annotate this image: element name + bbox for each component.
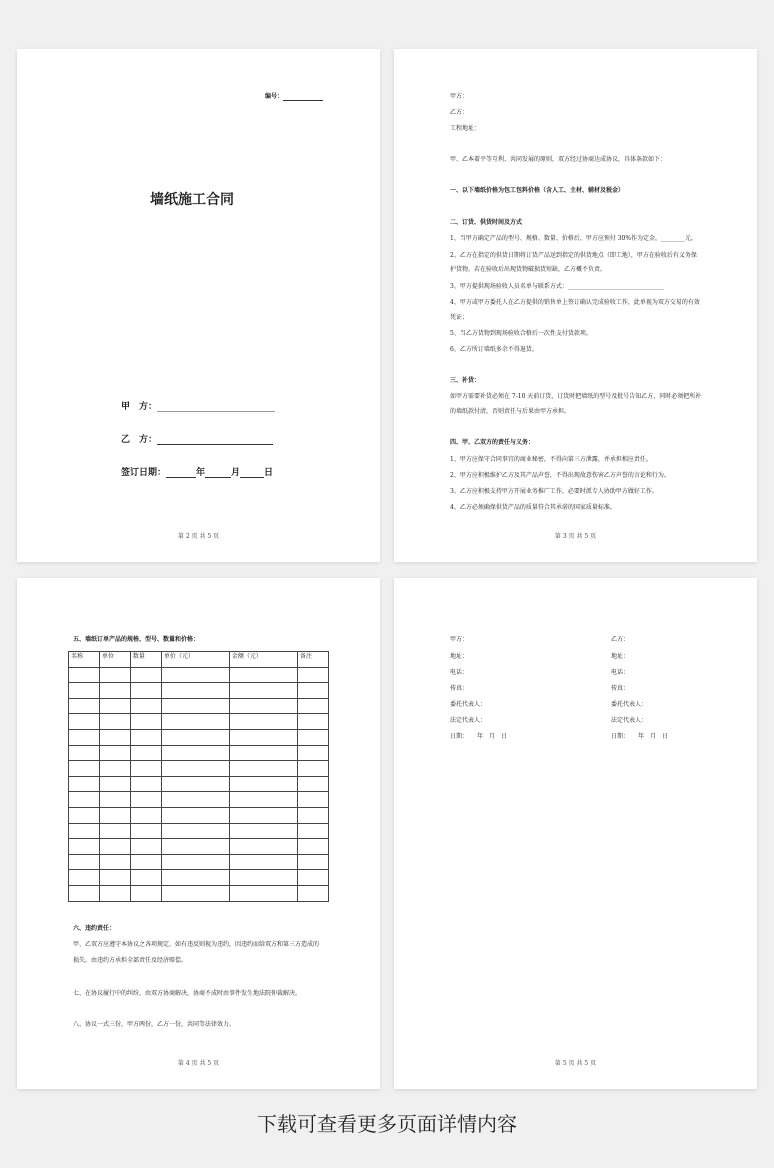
party-b-phone-label: 电话： (611, 669, 630, 676)
table-cell (229, 792, 297, 808)
table-cell (130, 807, 161, 823)
table-row (69, 667, 329, 683)
table-cell (161, 839, 229, 855)
contract-page-2 (17, 49, 380, 562)
table-cell (130, 761, 161, 777)
table-row (69, 714, 329, 730)
table-row (69, 776, 329, 792)
table-cell (229, 667, 297, 683)
clause-2-3: 3、甲方提供现场验收人员名单与联系方式：________________________________ (450, 283, 664, 290)
section-6-title: 六、违约责任： (73, 925, 116, 932)
party-b-field (121, 432, 273, 445)
table-cell (229, 698, 297, 714)
table-cell (69, 792, 100, 808)
clause-4-3: 3、乙方应积极支持甲方开展业务推广工作，必要时派专人协助甲方做好工作。 (450, 488, 658, 495)
table-row (69, 683, 329, 699)
table-cell (297, 667, 328, 683)
table-row (69, 885, 329, 901)
table-cell (161, 885, 229, 901)
table-cell (297, 854, 328, 870)
section-4-title: 四、甲、乙双方的责任与义务： (450, 439, 535, 446)
table-cell (130, 885, 161, 901)
table-cell (297, 761, 328, 777)
table-header-row (69, 652, 329, 668)
table-row (69, 761, 329, 777)
section-6-text: 甲、乙双方应遵守本协议之各项规定，如有违反则视为违约，因违约而给双方和第三方造成的 (73, 941, 320, 948)
clause-4-2: 2、甲方应积极维护乙方及其产品声誉，不得出现故意伤害乙方声誉的言论和行为。 (450, 472, 670, 479)
intro-paragraph: 甲、乙本着平等互利、共同发展的原则，双方经过协商达成协议，具体条款如下： (450, 156, 667, 163)
table-cell (130, 683, 161, 699)
year-blank (166, 469, 196, 478)
table-cell (161, 683, 229, 699)
table-cell (297, 714, 328, 730)
table-row (69, 745, 329, 761)
contract-number-label: 编号： (265, 93, 284, 100)
table-cell (130, 714, 161, 730)
table-cell (130, 698, 161, 714)
section-3-text-cont: 的墙纸款付清，否则责任与后果由甲方承担。 (450, 408, 571, 415)
table-row (69, 792, 329, 808)
table-cell (229, 839, 297, 855)
table-cell (161, 823, 229, 839)
contract-page-4 (17, 578, 380, 1089)
table-cell (99, 714, 130, 730)
table-row (69, 729, 329, 745)
contract-page-5 (394, 578, 757, 1089)
table-cell (69, 761, 100, 777)
table-cell (69, 698, 100, 714)
download-more-caption[interactable]: 下载可查看更多页面详情内容 (257, 1112, 517, 1136)
clause-2-2-cont: 护货物，若在验收后出现货物破损货短缺，乙方概不负责。 (450, 266, 607, 273)
table-cell (161, 729, 229, 745)
table-cell (297, 839, 328, 855)
day-blank (240, 469, 264, 478)
table-cell (99, 667, 130, 683)
table-cell (161, 807, 229, 823)
section-7-text: 七、在协议履行中的纠纷，由双方协商解决，协商不成时由事件发生地法院仲裁解决。 (73, 990, 302, 997)
table-cell (297, 792, 328, 808)
table-cell (229, 714, 297, 730)
clause-2-1: 1、当甲方确定产品的型号、规格、数量、价格后，甲方应预付 30%作为定金，________元。 (450, 235, 698, 242)
table-header-cell: 单位 (99, 652, 130, 668)
table-row (69, 807, 329, 823)
table-cell (99, 792, 130, 808)
line-party-b: 乙方： (450, 109, 469, 116)
party-b-blank (157, 436, 273, 445)
table-cell (69, 683, 100, 699)
section-8-text: 八、协议一式三份，甲方两份，乙方一份，共同等法律效力。 (73, 1021, 236, 1028)
party-a-sign-label: 甲方： (450, 636, 469, 643)
section-3-text: 如甲方需要补货必须在 7-10 天前订货，订货时把墙纸的型号及批号告知乙方，同时必须把所补 (450, 393, 702, 400)
page-title: 墙纸施工合同 (150, 192, 234, 208)
table-cell (161, 870, 229, 886)
table-cell (69, 729, 100, 745)
clause-2-4-cont: 凭证； (450, 314, 469, 321)
section-6-text-cont: 损失，由违约方承担全部责任及经济赔偿。 (73, 957, 188, 964)
contract-number-blank (283, 94, 323, 101)
party-b-sign-label: 乙方： (611, 636, 630, 643)
table-header-cell: 单价（元） (161, 652, 229, 668)
table-cell (69, 854, 100, 870)
table-cell (69, 839, 100, 855)
table-cell (69, 807, 100, 823)
table-cell (69, 667, 100, 683)
table-cell (161, 745, 229, 761)
table-cell (69, 885, 100, 901)
table-cell (161, 698, 229, 714)
table-row (69, 870, 329, 886)
clause-2-6: 6、乙方所订墙纸多余不得退货。 (450, 346, 538, 353)
table-cell (69, 745, 100, 761)
table-cell (229, 761, 297, 777)
table-cell (229, 745, 297, 761)
table-cell (297, 698, 328, 714)
table-cell (99, 698, 130, 714)
table-cell (161, 714, 229, 730)
table-cell (69, 870, 100, 886)
table-cell (297, 729, 328, 745)
party-a-label: 甲 方： (121, 402, 158, 412)
party-a-blank (157, 403, 275, 412)
table-cell (229, 729, 297, 745)
sign-date-label: 签订日期： (121, 468, 167, 478)
clause-4-1: 1、甲方应保守合同事宜的商业秘密，不得向第三方泄露，并承担相应责任。 (450, 456, 652, 463)
table-cell (99, 839, 130, 855)
product-table (68, 651, 329, 902)
table-cell (229, 683, 297, 699)
party-b-fax-label: 传真： (611, 685, 630, 692)
table-header-cell: 名称 (69, 652, 100, 668)
table-cell (99, 776, 130, 792)
table-cell (297, 745, 328, 761)
month-label: 月 (231, 468, 241, 478)
page-footer: 第 2 页 共 5 页 (177, 533, 220, 540)
month-blank (205, 469, 231, 478)
table-cell (130, 729, 161, 745)
table-cell (99, 683, 130, 699)
table-cell (229, 885, 297, 901)
table-cell (130, 776, 161, 792)
table-cell (297, 870, 328, 886)
table-cell (130, 823, 161, 839)
line-party-a: 甲方： (450, 93, 469, 100)
table-cell (130, 839, 161, 855)
page-footer: 第 5 页 共 5 页 (554, 1060, 597, 1067)
table-cell (99, 870, 130, 886)
contract-number-field (265, 93, 323, 101)
clause-2-4: 4、甲方或甲方委托人在乙方提供的销售单上签订确认完成验收工作，此单视为双方交易的有效 (450, 299, 700, 306)
table-cell (297, 885, 328, 901)
table-cell (99, 823, 130, 839)
table-cell (229, 870, 297, 886)
table-cell (161, 854, 229, 870)
table-header-cell: 数量 (130, 652, 161, 668)
table-cell (99, 745, 130, 761)
table-cell (69, 776, 100, 792)
party-a-agent-label: 委托代表人： (450, 701, 487, 708)
table-cell (99, 761, 130, 777)
table-row (69, 698, 329, 714)
party-b-legal-rep-label: 法定代表人： (611, 717, 648, 724)
table-cell (297, 807, 328, 823)
contract-page-3 (394, 49, 757, 562)
section-3-title: 三、补货： (450, 377, 481, 384)
table-cell (130, 667, 161, 683)
clause-2-2: 2、乙方在指定的供货日期将订货产品送到指定的供货地点（即工地），甲方在验收后有义务保 (450, 252, 697, 259)
page-footer: 第 3 页 共 5 页 (554, 533, 597, 540)
table-cell (297, 683, 328, 699)
table-cell (130, 792, 161, 808)
party-a-phone-label: 电话： (450, 669, 469, 676)
clause-2-5: 5、当乙方货物到现场验收合格后一次性支付货款项。 (450, 330, 592, 337)
table-cell (297, 776, 328, 792)
table-cell (229, 823, 297, 839)
table-cell (229, 854, 297, 870)
day-label: 日 (264, 468, 274, 478)
table-row (69, 839, 329, 855)
table-header-cell: 金额（元） (229, 652, 297, 668)
party-a-fax-label: 传真： (450, 685, 469, 692)
section-2-title: 二、订货、供货时间及方式 (450, 219, 523, 226)
table-cell (161, 761, 229, 777)
table-cell (99, 729, 130, 745)
table-row (69, 854, 329, 870)
table-cell (161, 667, 229, 683)
table-cell (99, 807, 130, 823)
table-cell (69, 823, 100, 839)
table-cell (99, 885, 130, 901)
party-a-field (121, 399, 275, 412)
table-row (69, 823, 329, 839)
table-cell (161, 776, 229, 792)
table-cell (130, 870, 161, 886)
table-cell (161, 792, 229, 808)
page-footer: 第 4 页 共 5 页 (177, 1060, 220, 1067)
clause-4-4: 4、乙方必须确保供货产品的质量符合其承诺的国家质量标准。 (450, 504, 616, 511)
table-cell (229, 776, 297, 792)
table-cell (130, 745, 161, 761)
year-label: 年 (196, 468, 206, 478)
table-cell (297, 823, 328, 839)
table-cell (99, 854, 130, 870)
section-1-title: 一、以下墙纸价格为包工包料价格（含人工、主材、辅材及税金） (450, 187, 625, 194)
table-header-cell: 备注 (297, 652, 328, 668)
party-b-agent-label: 委托代表人： (611, 701, 648, 708)
table-cell (130, 854, 161, 870)
party-b-date-label: 日期： 年 月 日 (611, 733, 669, 740)
party-a-address-label: 地址： (450, 653, 469, 660)
line-project-address: 工程地址： (450, 125, 481, 132)
party-b-address-label: 地址： (611, 653, 630, 660)
party-a-date-label: 日期： 年 月 日 (450, 733, 508, 740)
party-b-label: 乙 方： (121, 435, 158, 445)
sign-date-field (121, 465, 273, 478)
table-cell (69, 714, 100, 730)
table-cell (229, 807, 297, 823)
party-a-legal-rep-label: 法定代表人： (450, 717, 487, 724)
section-5-title: 五、墙纸订单产品的规格、型号、数量和价格： (73, 636, 200, 643)
